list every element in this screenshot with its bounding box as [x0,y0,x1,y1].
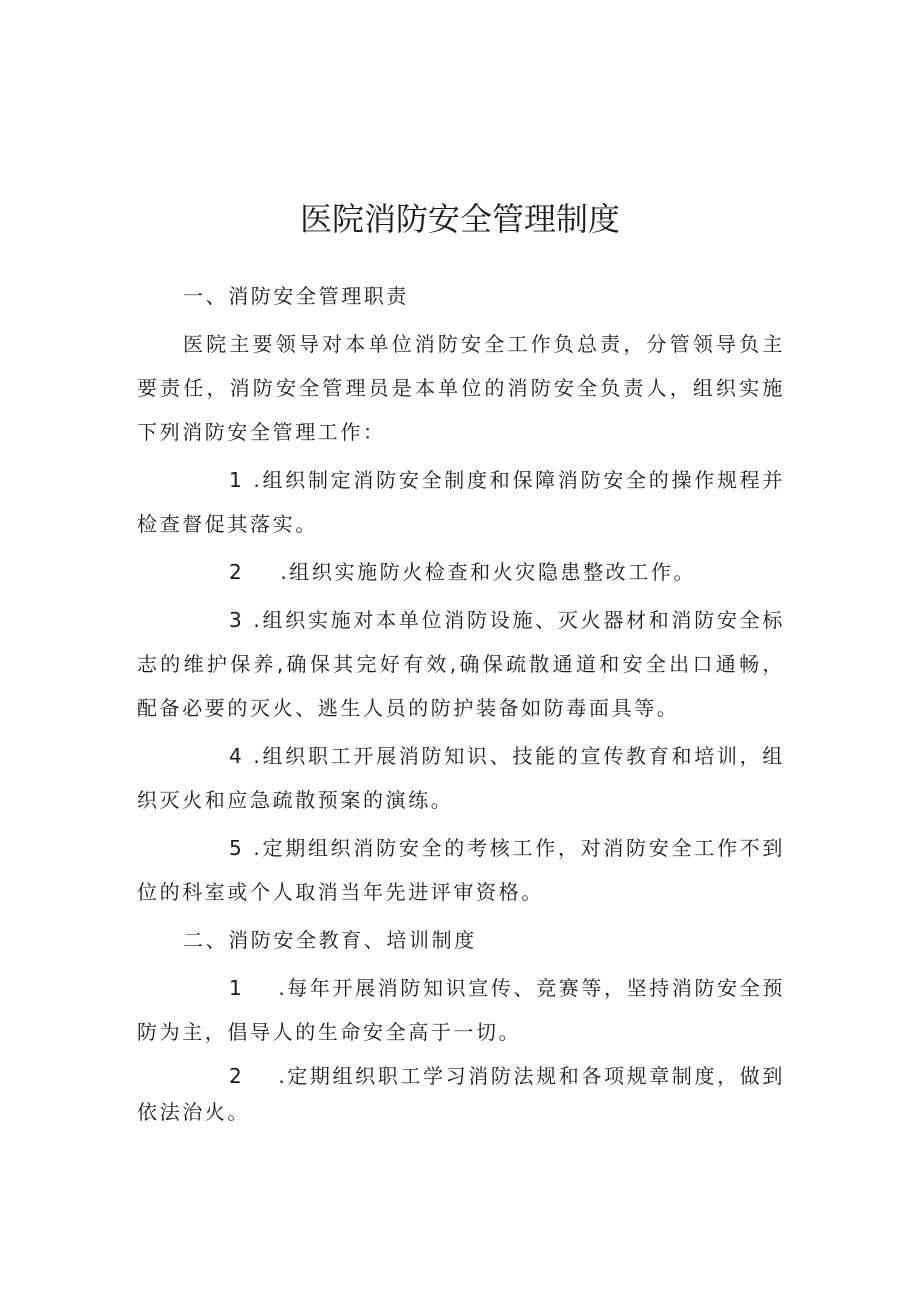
section-heading-1: 一、消防安全管理职责 [183,284,409,308]
document-title: 医院消防安全管理制度 [299,200,620,239]
item-text: .定期组织职工学习消防法规和各项规章制度，做到依法治火。 [137,1064,785,1124]
item-text: .组织制定消防安全制度和保障消防安全的操作规程并检查督促其落实。 [137,468,785,536]
item-text: .组织实施对本单位消防设施、灭火器材和消防安全标志的维护保养,确保其完好有效,确保疏散通道和安全出口通畅，配备必要的灭火、逃生人员的防护装备如防毒面具等。 [137,608,785,720]
item-number: 5 [229,836,245,860]
list-item-1-1 [137,458,785,546]
list-item-1-4 [137,734,785,822]
item-number: 4 [229,744,245,768]
item-number: 3 [229,608,245,632]
document-body [137,274,785,1134]
list-item-1-5 [137,826,785,914]
item-number: 2 [229,1064,245,1088]
list-item-1-3 [137,598,785,730]
list-item-2-1 [137,966,785,1054]
item-number: 1 [229,976,245,1000]
item-text: .定期组织消防安全的考核工作，对消防安全工作不到位的科室或个人取消当年先进评审资格。 [137,836,785,904]
item-text: .组织职工开展消防知识、技能的宣传教育和培训，组织灭火和应急疏散预案的演练。 [137,744,785,812]
item-text: .组织实施防火检查和火灾隐患整改工作。 [280,560,697,584]
item-number: 1 [229,468,245,492]
list-item-2-2 [137,1058,785,1130]
paragraph-intro: 医院主要领导对本单位消防安全工作负总责，分管领导负主要责任，消防安全管理员是本单位的消防安全负责人，组织实施下列消防安全管理工作： [137,332,785,444]
item-text: .每年开展消防知识宣传、竞赛等，坚持消防安全预防为主，倡导人的生命安全高于一切。 [137,976,785,1044]
section-heading-2: 二、消防安全教育、培训制度 [183,928,477,952]
item-number: 2 [229,560,245,584]
list-item-1-2 [137,550,785,594]
